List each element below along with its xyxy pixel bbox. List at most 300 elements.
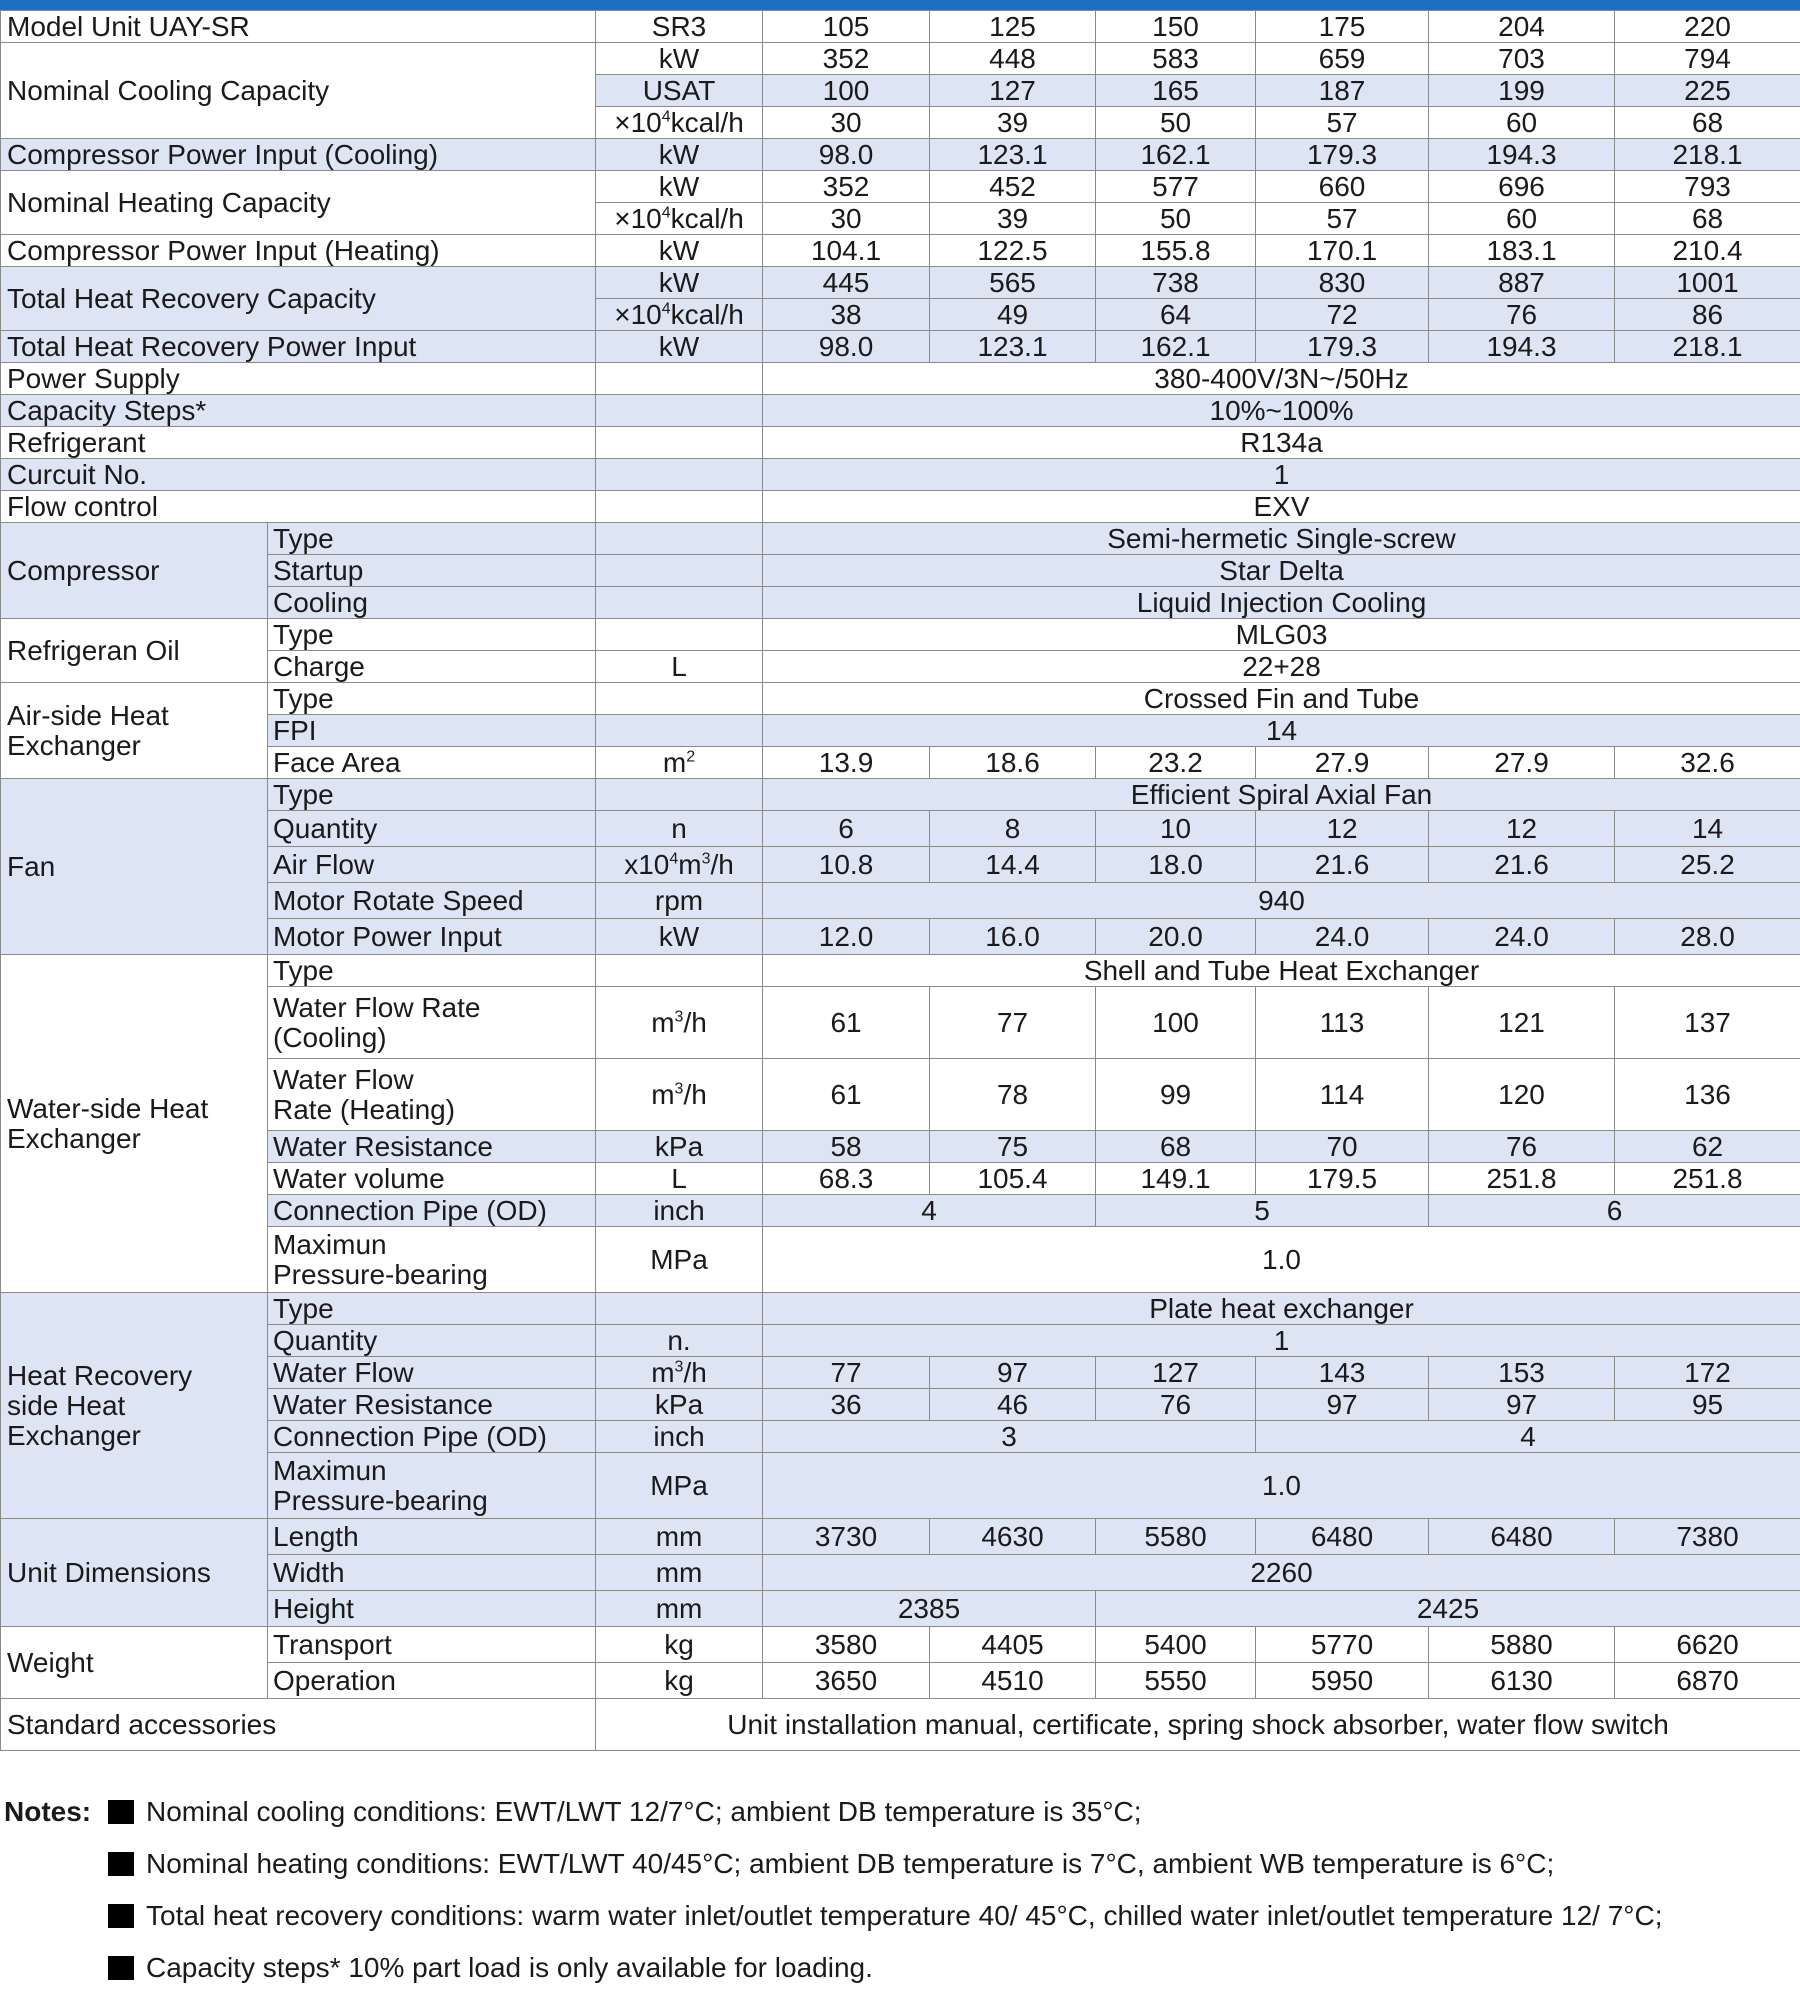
sub-label: Type bbox=[268, 779, 596, 811]
table-row bbox=[1, 987, 1800, 1059]
value-cell: 10.8 bbox=[763, 847, 930, 883]
unit-cell bbox=[596, 587, 763, 619]
table-row bbox=[1, 171, 1800, 203]
unit-cell bbox=[596, 715, 763, 747]
value-cell: 794 bbox=[1615, 43, 1800, 75]
value-cell: 218.1 bbox=[1615, 139, 1800, 171]
table-row bbox=[1, 779, 1800, 811]
unit-cell: mm bbox=[596, 1519, 763, 1555]
unit-cell: $\times 10^4kcal/h$ bbox=[596, 299, 763, 331]
value-cell: 352 bbox=[763, 43, 930, 75]
value-cell: Star Delta bbox=[763, 555, 1800, 587]
value-cell: 2425 bbox=[1096, 1591, 1800, 1627]
unit-cell: mm bbox=[596, 1591, 763, 1627]
value-cell: 452 bbox=[930, 171, 1096, 203]
sub-label: Transport bbox=[268, 1627, 596, 1663]
value-cell: 58 bbox=[763, 1131, 930, 1163]
value-cell: 104.1 bbox=[763, 235, 930, 267]
value-cell: 123.1 bbox=[930, 331, 1096, 363]
sub-label: Maximun Pressure-bearing bbox=[268, 1227, 596, 1293]
value-cell: 23.2 bbox=[1096, 747, 1256, 779]
value-cell: 659 bbox=[1256, 43, 1429, 75]
table-row bbox=[1, 363, 1800, 395]
value-cell: 99 bbox=[1096, 1059, 1256, 1131]
value-cell: 97 bbox=[1429, 1389, 1615, 1421]
value-cell: 225 bbox=[1615, 75, 1800, 107]
value-cell: 61 bbox=[763, 987, 930, 1059]
value-cell: 1.0 bbox=[763, 1227, 1800, 1293]
value-cell: 136 bbox=[1615, 1059, 1800, 1131]
value-cell: 6870 bbox=[1615, 1663, 1800, 1699]
sub-label: Length bbox=[268, 1519, 596, 1555]
sub-label: Water Resistance bbox=[268, 1131, 596, 1163]
value-cell: 703 bbox=[1429, 43, 1615, 75]
heat-recovery-capacity-label: Total Heat Recovery Capacity bbox=[1, 267, 596, 331]
value-cell: 5950 bbox=[1256, 1663, 1429, 1699]
value-cell: 565 bbox=[930, 267, 1096, 299]
value-cell: 210.4 bbox=[1615, 235, 1800, 267]
value-cell: 3730 bbox=[763, 1519, 930, 1555]
value-cell: 18.6 bbox=[930, 747, 1096, 779]
sub-label: Face Area bbox=[268, 747, 596, 779]
unit-cell: $\times 10^4kcal/h$ bbox=[596, 203, 763, 235]
unit-cell: kW bbox=[596, 139, 763, 171]
value-cell: 68 bbox=[1096, 1131, 1256, 1163]
value-cell: 1001 bbox=[1615, 267, 1800, 299]
value-cell: 114 bbox=[1256, 1059, 1429, 1131]
value-cell: 30 bbox=[763, 203, 930, 235]
unit-cell: kW bbox=[596, 235, 763, 267]
accessories-label: Standard accessories bbox=[1, 1699, 596, 1751]
value-cell: 165 bbox=[1096, 75, 1256, 107]
value-cell: 3 bbox=[763, 1421, 1256, 1453]
model-col: 175 bbox=[1256, 11, 1429, 43]
value-cell: 187 bbox=[1256, 75, 1429, 107]
unit-cell: $m^2$ bbox=[596, 747, 763, 779]
unit-cell bbox=[596, 955, 763, 987]
value-cell: 3580 bbox=[763, 1627, 930, 1663]
value-cell: 57 bbox=[1256, 107, 1429, 139]
table-row bbox=[1, 1195, 1800, 1227]
table-row bbox=[1, 883, 1800, 919]
value-cell: 445 bbox=[763, 267, 930, 299]
value-cell: 60 bbox=[1429, 107, 1615, 139]
unit-cell: MPa bbox=[596, 1453, 763, 1519]
value-cell: 696 bbox=[1429, 171, 1615, 203]
model-col: 220 bbox=[1615, 11, 1800, 43]
note-text: Nominal cooling conditions: EWT/LWT 12/7°C; ambient DB temperature is 35°C; bbox=[146, 1786, 1142, 1838]
unit-cell: kPa bbox=[596, 1131, 763, 1163]
value-cell: 6 bbox=[1429, 1195, 1800, 1227]
value-cell: Liquid Injection Cooling bbox=[763, 587, 1800, 619]
value-cell: 2385 bbox=[763, 1591, 1096, 1627]
value-cell: 793 bbox=[1615, 171, 1800, 203]
table-row bbox=[1, 523, 1800, 555]
unit-cell: $x10^4m^3/h$ bbox=[596, 847, 763, 883]
row-label: Flow control bbox=[1, 491, 596, 523]
unit-cell bbox=[596, 427, 763, 459]
unit-cell: kg bbox=[596, 1627, 763, 1663]
specification-table bbox=[0, 10, 1800, 1751]
sub-label: Connection Pipe (OD) bbox=[268, 1195, 596, 1227]
unit-cell bbox=[596, 1293, 763, 1325]
value-cell: 137 bbox=[1615, 987, 1800, 1059]
sub-label: Water volume bbox=[268, 1163, 596, 1195]
table-row bbox=[1, 1627, 1800, 1663]
value-cell: 97 bbox=[1256, 1389, 1429, 1421]
value-cell: 76 bbox=[1429, 299, 1615, 331]
model-col: 204 bbox=[1429, 11, 1615, 43]
value-cell: 179.3 bbox=[1256, 331, 1429, 363]
value-cell: 21.6 bbox=[1429, 847, 1615, 883]
unit-cell: $\times 10^4kcal/h$ bbox=[596, 107, 763, 139]
sub-label: Height bbox=[268, 1591, 596, 1627]
value-cell: 172 bbox=[1615, 1357, 1800, 1389]
value-cell: 10%~100% bbox=[763, 395, 1800, 427]
value-cell: 577 bbox=[1096, 171, 1256, 203]
row-label: Total Heat Recovery Power Input bbox=[1, 331, 596, 363]
sub-label: Water Flow bbox=[268, 1357, 596, 1389]
water-hx-group-label: Water-side Heat Exchanger bbox=[1, 955, 268, 1293]
value-cell: 10 bbox=[1096, 811, 1256, 847]
value-cell: Crossed Fin and Tube bbox=[763, 683, 1800, 715]
value-cell: 36 bbox=[763, 1389, 930, 1421]
value-cell: 39 bbox=[930, 107, 1096, 139]
value-cell: 6620 bbox=[1615, 1627, 1800, 1663]
value-cell: 62 bbox=[1615, 1131, 1800, 1163]
table-row bbox=[1, 1555, 1800, 1591]
table-row bbox=[1, 1663, 1800, 1699]
table-row bbox=[1, 683, 1800, 715]
value-cell: 155.8 bbox=[1096, 235, 1256, 267]
table-row bbox=[1, 1131, 1800, 1163]
unit-cell: kPa bbox=[596, 1389, 763, 1421]
unit-cell: n. bbox=[596, 1325, 763, 1357]
dimensions-group-label: Unit Dimensions bbox=[1, 1519, 268, 1627]
value-cell: 14 bbox=[763, 715, 1800, 747]
value-cell: 2260 bbox=[763, 1555, 1800, 1591]
square-bullet-icon bbox=[108, 1800, 134, 1824]
value-cell: 194.3 bbox=[1429, 139, 1615, 171]
value-cell: 5550 bbox=[1096, 1663, 1256, 1699]
table-row bbox=[1, 919, 1800, 955]
table-row bbox=[1, 1059, 1800, 1131]
value-cell: 218.1 bbox=[1615, 331, 1800, 363]
value-cell: 3650 bbox=[763, 1663, 930, 1699]
value-cell: 830 bbox=[1256, 267, 1429, 299]
value-cell: 1 bbox=[763, 1325, 1800, 1357]
sub-label: Startup bbox=[268, 555, 596, 587]
table-row bbox=[1, 139, 1800, 171]
sub-label: Air Flow bbox=[268, 847, 596, 883]
table-row bbox=[1, 587, 1800, 619]
value-cell: 50 bbox=[1096, 203, 1256, 235]
table-row bbox=[1, 1519, 1800, 1555]
value-cell: 179.3 bbox=[1256, 139, 1429, 171]
value-cell: 32.6 bbox=[1615, 747, 1800, 779]
unit-cell: rpm bbox=[596, 883, 763, 919]
value-cell: 660 bbox=[1256, 171, 1429, 203]
value-cell: 70 bbox=[1256, 1131, 1429, 1163]
value-cell: 179.5 bbox=[1256, 1163, 1429, 1195]
value-cell: 12.0 bbox=[763, 919, 930, 955]
row-label: Compressor Power Input (Cooling) bbox=[1, 139, 596, 171]
value-cell: 251.8 bbox=[1615, 1163, 1800, 1195]
unit-cell: kW bbox=[596, 43, 763, 75]
value-cell: 98.0 bbox=[763, 331, 930, 363]
value-cell: 4 bbox=[1256, 1421, 1800, 1453]
value-cell: 4510 bbox=[930, 1663, 1096, 1699]
table-row bbox=[1, 1453, 1800, 1519]
table-row bbox=[1, 1357, 1800, 1389]
value-cell: 76 bbox=[1429, 1131, 1615, 1163]
value-cell: 14 bbox=[1615, 811, 1800, 847]
sub-label: Type bbox=[268, 619, 596, 651]
note-item bbox=[0, 1942, 1800, 1994]
square-bullet-icon bbox=[108, 1852, 134, 1876]
table-row bbox=[1, 847, 1800, 883]
note-text: Capacity steps* 10% part load is only available for loading. bbox=[146, 1942, 873, 1994]
value-cell: 27.9 bbox=[1256, 747, 1429, 779]
table-row bbox=[1, 1421, 1800, 1453]
table-row bbox=[1, 955, 1800, 987]
sub-label: Type bbox=[268, 955, 596, 987]
value-cell: 95 bbox=[1615, 1389, 1800, 1421]
value-cell: 4 bbox=[763, 1195, 1096, 1227]
value-cell: 39 bbox=[930, 203, 1096, 235]
value-cell: 12 bbox=[1429, 811, 1615, 847]
weight-group-label: Weight bbox=[1, 1627, 268, 1699]
table-row bbox=[1, 1389, 1800, 1421]
value-cell: 27.9 bbox=[1429, 747, 1615, 779]
value-cell: 251.8 bbox=[1429, 1163, 1615, 1195]
value-cell: 105.4 bbox=[930, 1163, 1096, 1195]
table-row bbox=[1, 235, 1800, 267]
square-bullet-icon bbox=[108, 1956, 134, 1980]
value-cell: Plate heat exchanger bbox=[763, 1293, 1800, 1325]
note-item bbox=[0, 1890, 1800, 1942]
note-text: Total heat recovery conditions: warm water inlet/outlet temperature 40/ 45°C, chilled water inlet/outlet temperature 12/ 7°C; bbox=[146, 1890, 1662, 1942]
value-cell: 153 bbox=[1429, 1357, 1615, 1389]
unit-cell bbox=[596, 619, 763, 651]
fan-group-label: Fan bbox=[1, 779, 268, 955]
row-label: Compressor Power Input (Heating) bbox=[1, 235, 596, 267]
unit-cell: inch bbox=[596, 1421, 763, 1453]
value-cell: 123.1 bbox=[930, 139, 1096, 171]
table-row bbox=[1, 747, 1800, 779]
model-col: 105 bbox=[763, 11, 930, 43]
value-cell: 170.1 bbox=[1256, 235, 1429, 267]
value-cell: 24.0 bbox=[1256, 919, 1429, 955]
value-cell: 162.1 bbox=[1096, 331, 1256, 363]
sub-label: Motor Rotate Speed bbox=[268, 883, 596, 919]
sub-label: Type bbox=[268, 683, 596, 715]
notes-section bbox=[0, 1786, 1800, 1994]
row-label: Capacity Steps* bbox=[1, 395, 596, 427]
table-row bbox=[1, 491, 1800, 523]
value-cell: 86 bbox=[1615, 299, 1800, 331]
header-unit: SR3 bbox=[596, 11, 763, 43]
table-row bbox=[1, 427, 1800, 459]
sub-label: Type bbox=[268, 1293, 596, 1325]
value-cell: 940 bbox=[763, 883, 1800, 919]
value-cell: 194.3 bbox=[1429, 331, 1615, 363]
value-cell: 120 bbox=[1429, 1059, 1615, 1131]
accessories-value: Unit installation manual, certificate, spring shock absorber, water flow switch bbox=[596, 1699, 1800, 1751]
row-label: Refrigerant bbox=[1, 427, 596, 459]
value-cell: 199 bbox=[1429, 75, 1615, 107]
value-cell: 77 bbox=[930, 987, 1096, 1059]
value-cell: EXV bbox=[763, 491, 1800, 523]
unit-cell bbox=[596, 363, 763, 395]
value-cell: 8 bbox=[930, 811, 1096, 847]
unit-cell bbox=[596, 779, 763, 811]
table-row bbox=[1, 1591, 1800, 1627]
value-cell: 7380 bbox=[1615, 1519, 1800, 1555]
value-cell: 38 bbox=[763, 299, 930, 331]
value-cell: 72 bbox=[1256, 299, 1429, 331]
value-cell: 127 bbox=[930, 75, 1096, 107]
unit-cell: kW bbox=[596, 919, 763, 955]
sub-label: Quantity bbox=[268, 811, 596, 847]
value-cell: 49 bbox=[930, 299, 1096, 331]
unit-cell: n bbox=[596, 811, 763, 847]
value-cell: 127 bbox=[1096, 1357, 1256, 1389]
value-cell: 68.3 bbox=[763, 1163, 930, 1195]
sub-label: Maximun Pressure-bearing bbox=[268, 1453, 596, 1519]
value-cell: 100 bbox=[1096, 987, 1256, 1059]
unit-cell: USAT bbox=[596, 75, 763, 107]
note-item bbox=[0, 1838, 1800, 1890]
unit-cell bbox=[596, 491, 763, 523]
value-cell: 5580 bbox=[1096, 1519, 1256, 1555]
value-cell: 50 bbox=[1096, 107, 1256, 139]
unit-cell bbox=[596, 683, 763, 715]
sub-label: Connection Pipe (OD) bbox=[268, 1421, 596, 1453]
value-cell: 22+28 bbox=[763, 651, 1800, 683]
value-cell: 75 bbox=[930, 1131, 1096, 1163]
value-cell: 21.6 bbox=[1256, 847, 1429, 883]
value-cell: 122.5 bbox=[930, 235, 1096, 267]
value-cell: 6480 bbox=[1429, 1519, 1615, 1555]
value-cell: 1.0 bbox=[763, 1453, 1800, 1519]
value-cell: 6480 bbox=[1256, 1519, 1429, 1555]
value-cell: 149.1 bbox=[1096, 1163, 1256, 1195]
sub-label: Width bbox=[268, 1555, 596, 1591]
value-cell: 64 bbox=[1096, 299, 1256, 331]
unit-cell: kg bbox=[596, 1663, 763, 1699]
table-row bbox=[1, 267, 1800, 299]
value-cell: 46 bbox=[930, 1389, 1096, 1421]
value-cell: 121 bbox=[1429, 987, 1615, 1059]
value-cell: 6 bbox=[763, 811, 930, 847]
sub-label: FPI bbox=[268, 715, 596, 747]
sub-label: Water Flow Rate (Cooling) bbox=[268, 987, 596, 1059]
value-cell: 5 bbox=[1096, 1195, 1429, 1227]
heating-capacity-label: Nominal Heating Capacity bbox=[1, 171, 596, 235]
table-row bbox=[1, 331, 1800, 363]
sub-label: Water Resistance bbox=[268, 1389, 596, 1421]
table-row bbox=[1, 1227, 1800, 1293]
value-cell: 16.0 bbox=[930, 919, 1096, 955]
value-cell: 68 bbox=[1615, 203, 1800, 235]
value-cell: 887 bbox=[1429, 267, 1615, 299]
cooling-capacity-label: Nominal Cooling Capacity bbox=[1, 43, 596, 139]
value-cell: 5400 bbox=[1096, 1627, 1256, 1663]
sub-label: Quantity bbox=[268, 1325, 596, 1357]
value-cell: 352 bbox=[763, 171, 930, 203]
unit-cell: $m^3/h$ bbox=[596, 1357, 763, 1389]
unit-cell bbox=[596, 555, 763, 587]
value-cell: 100 bbox=[763, 75, 930, 107]
top-accent-bar bbox=[0, 0, 1800, 10]
value-cell: 98.0 bbox=[763, 139, 930, 171]
value-cell: 60 bbox=[1429, 203, 1615, 235]
unit-cell: $m^3/h$ bbox=[596, 987, 763, 1059]
table-row bbox=[1, 395, 1800, 427]
sub-label: Motor Power Input bbox=[268, 919, 596, 955]
sub-label: Charge bbox=[268, 651, 596, 683]
heat-recovery-hx-group-label: Heat Recovery side Heat Exchanger bbox=[1, 1293, 268, 1519]
value-cell: 30 bbox=[763, 107, 930, 139]
sub-label: Cooling bbox=[268, 587, 596, 619]
unit-cell: inch bbox=[596, 1195, 763, 1227]
unit-cell: kW bbox=[596, 171, 763, 203]
table-row bbox=[1, 619, 1800, 651]
unit-cell: MPa bbox=[596, 1227, 763, 1293]
value-cell: 183.1 bbox=[1429, 235, 1615, 267]
value-cell: 738 bbox=[1096, 267, 1256, 299]
value-cell: 57 bbox=[1256, 203, 1429, 235]
sub-label: Type bbox=[268, 523, 596, 555]
table-row bbox=[1, 811, 1800, 847]
value-cell: 77 bbox=[763, 1357, 930, 1389]
unit-cell: mm bbox=[596, 1555, 763, 1591]
value-cell: 143 bbox=[1256, 1357, 1429, 1389]
unit-cell bbox=[596, 395, 763, 427]
table-row bbox=[1, 1325, 1800, 1357]
oil-group-label: Refrigeran Oil bbox=[1, 619, 268, 683]
value-cell: Semi-hermetic Single-screw bbox=[763, 523, 1800, 555]
unit-cell: L bbox=[596, 1163, 763, 1195]
value-cell: 13.9 bbox=[763, 747, 930, 779]
value-cell: 162.1 bbox=[1096, 139, 1256, 171]
value-cell: 380-400V/3N~/50Hz bbox=[763, 363, 1800, 395]
value-cell: 18.0 bbox=[1096, 847, 1256, 883]
notes-title: Notes: bbox=[4, 1786, 91, 1838]
table-row bbox=[1, 1699, 1800, 1751]
unit-cell bbox=[596, 523, 763, 555]
sub-label: Water Flow Rate (Heating) bbox=[268, 1059, 596, 1131]
value-cell: 4405 bbox=[930, 1627, 1096, 1663]
value-cell: 5880 bbox=[1429, 1627, 1615, 1663]
value-cell: Efficient Spiral Axial Fan bbox=[763, 779, 1800, 811]
value-cell: 20.0 bbox=[1096, 919, 1256, 955]
table-header-row bbox=[1, 11, 1800, 43]
value-cell: 14.4 bbox=[930, 847, 1096, 883]
value-cell: 97 bbox=[930, 1357, 1096, 1389]
compressor-group-label: Compressor bbox=[1, 523, 268, 619]
value-cell: R134a bbox=[763, 427, 1800, 459]
value-cell: Shell and Tube Heat Exchanger bbox=[763, 955, 1800, 987]
unit-cell: $m^3/h$ bbox=[596, 1059, 763, 1131]
value-cell: 12 bbox=[1256, 811, 1429, 847]
value-cell: 28.0 bbox=[1615, 919, 1800, 955]
note-item bbox=[0, 1786, 1800, 1838]
unit-cell: kW bbox=[596, 267, 763, 299]
table-row bbox=[1, 651, 1800, 683]
note-text: Nominal heating conditions: EWT/LWT 40/45°C; ambient DB temperature is 7°C, ambient WB temperature is 6°C; bbox=[146, 1838, 1554, 1890]
